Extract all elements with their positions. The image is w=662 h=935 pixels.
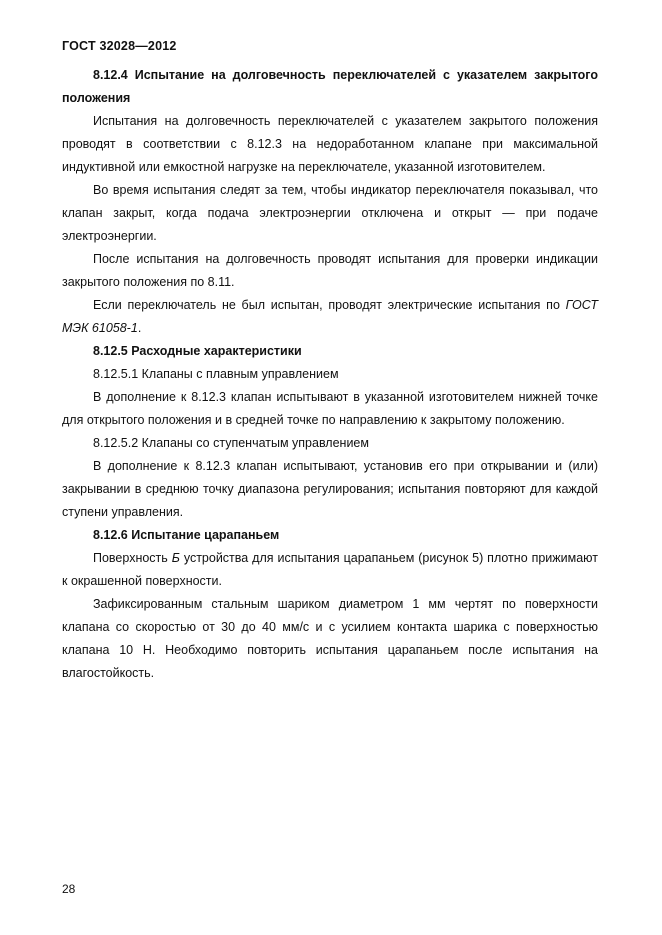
paragraph-8-12-6-2: Зафиксированным стальным шариком диаметром 1 мм чертят по поверхности клапана со скоростью от 30 до 40 мм/с и с усилием контакта шарика с поверхностью клапана 10 Н. Необходимо повторить испытания царапаньем после испытания на влагостойкость.	[62, 597, 598, 680]
subheading-8-12-5-1: 8.12.5.1 Клапаны с плавным управлением	[93, 367, 339, 381]
paragraph-8-12-4-3: После испытания на долговечность проводят испытания для проверки индикации закрытого положения по 8.11.	[62, 252, 598, 289]
heading-8-12-5: 8.12.5 Расходные характеристики	[93, 344, 302, 358]
standard-reference: ГОСТ МЭК 61058-1	[62, 298, 598, 335]
subheading-8-12-5-2: 8.12.5.2 Клапаны со ступенчатым управлением	[93, 436, 369, 450]
document-header: ГОСТ 32028—2012	[62, 39, 177, 53]
document-body	[62, 64, 598, 685]
surface-label: Б	[171, 551, 180, 565]
paragraph-8-12-4-2: Во время испытания следят за тем, чтобы индикатор переключателя показывал, что клапан закрыт, когда подача электроэнергии отключена и открыт — при подаче электроэнергии.	[62, 183, 598, 243]
paragraph-8-12-4-4	[62, 294, 598, 340]
paragraph-8-12-6-1-c: устройства для испытания царапаньем (рисунок 5) плотно прижимают к окрашенной поверхности.	[62, 551, 599, 588]
paragraph-8-12-5-1: В дополнение к 8.12.3 клапан испытывают в указанной изготовителем нижней точке для открытого положения и в средней точке по направлению к закрытому положению.	[62, 390, 598, 427]
paragraph-8-12-6-1-a: Поверхность	[93, 551, 172, 565]
heading-8-12-6: 8.12.6 Испытание царапаньем	[93, 528, 280, 542]
paragraph-8-12-5-2: В дополнение к 8.12.3 клапан испытывают, установив его при открывании и (или) закрывании в среднюю точку диапазона регулирования; испытания повторяют для каждой ступени управления.	[62, 459, 598, 519]
heading-8-12-4: 8.12.4 Испытание на долговечность переключателей с указателем закрытого положения	[62, 68, 598, 105]
paragraph-8-12-4-1: Испытания на долговечность переключателей с указателем закрытого положения проводят в соответствии с 8.12.3 на недоработанном клапане при максимальной индуктивной или емкостной нагрузке на переключателе, указанной изготовителем.	[62, 114, 598, 174]
paragraph-8-12-4-4-end: .	[137, 321, 142, 335]
paragraph-8-12-4-4-text: Если переключатель не был испытан, проводят электрические испытания по	[93, 298, 566, 312]
paragraph-8-12-6-1	[62, 547, 598, 593]
page-number: 28	[62, 882, 76, 896]
